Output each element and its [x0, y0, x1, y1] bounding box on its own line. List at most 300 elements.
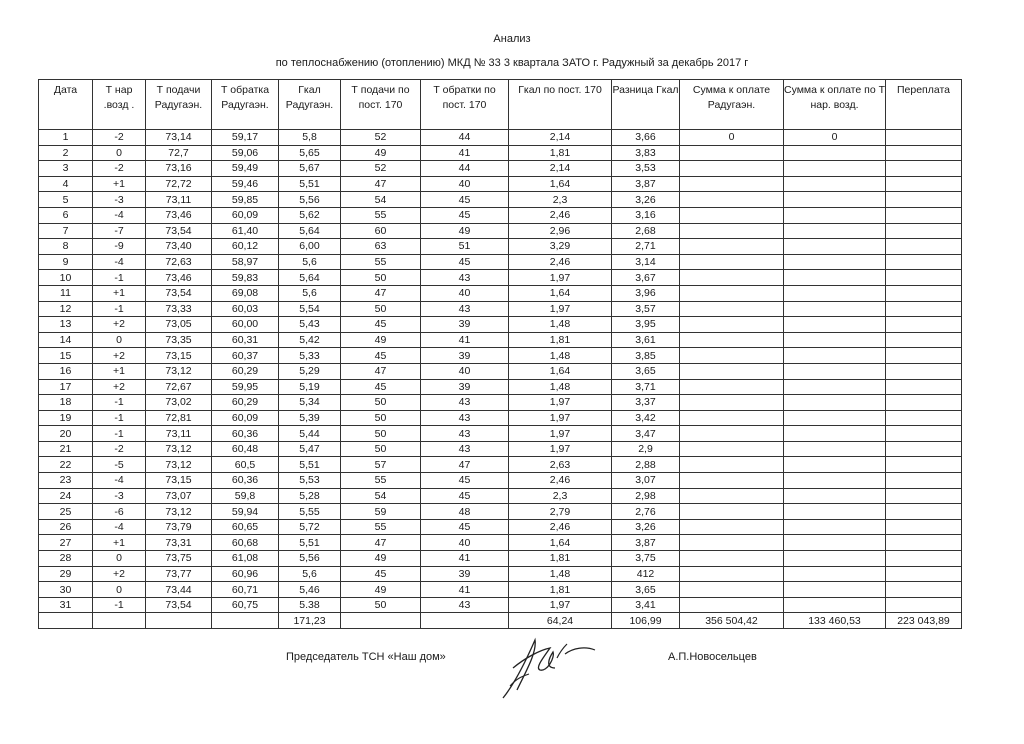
supply-temp-cell: 72,7	[146, 145, 212, 161]
gcal-norm-cell: 1,64	[509, 285, 612, 301]
gcal-cell: 5,29	[279, 363, 341, 379]
gcal-diff-cell: 3,07	[612, 473, 680, 489]
gcal-cell: 5,43	[279, 317, 341, 333]
gcal-cell: 5,67	[279, 161, 341, 177]
table-body	[39, 130, 962, 629]
gcal-cell: 5,56	[279, 551, 341, 567]
return-norm-cell: 44	[421, 161, 509, 177]
supply-temp-cell: 73,16	[146, 161, 212, 177]
gcal-cell: 5,6	[279, 566, 341, 582]
gcal-diff-cell: 3,26	[612, 519, 680, 535]
gcal-cell: 5,65	[279, 145, 341, 161]
overpayment-cell	[886, 332, 962, 348]
overpayment-cell	[886, 161, 962, 177]
total-supply-temp-cell	[146, 613, 212, 629]
return-temp-cell: 58,97	[212, 254, 279, 270]
sum-norm-cell	[784, 473, 886, 489]
table-row	[39, 270, 962, 286]
gcal-cell: 5,55	[279, 504, 341, 520]
date-cell: 10	[39, 270, 93, 286]
gcal-diff-cell: 3,42	[612, 410, 680, 426]
gcal-norm-cell: 1,48	[509, 348, 612, 364]
sum-norm-cell	[784, 379, 886, 395]
return-norm-cell: 47	[421, 457, 509, 473]
supply-temp-cell: 72,72	[146, 176, 212, 192]
outdoor-temp-cell: +2	[93, 348, 146, 364]
column-header: Т нар .возд .	[93, 80, 146, 130]
gcal-norm-cell: 1,97	[509, 410, 612, 426]
outdoor-temp-cell: -4	[93, 207, 146, 223]
return-norm-cell: 43	[421, 301, 509, 317]
column-header: Разница Гкал	[612, 80, 680, 130]
sum-supplier-cell	[680, 223, 784, 239]
column-header: Гкал Радугаэн.	[279, 80, 341, 130]
gcal-cell: 5,51	[279, 535, 341, 551]
date-cell: 30	[39, 582, 93, 598]
supply-temp-cell: 73,11	[146, 192, 212, 208]
return-norm-cell: 45	[421, 473, 509, 489]
return-norm-cell: 39	[421, 317, 509, 333]
table-row	[39, 363, 962, 379]
gcal-diff-cell: 3,16	[612, 207, 680, 223]
date-cell: 23	[39, 473, 93, 489]
gcal-diff-cell: 3,41	[612, 597, 680, 613]
table-row	[39, 519, 962, 535]
gcal-norm-cell: 1,81	[509, 551, 612, 567]
supply-norm-cell: 52	[341, 130, 421, 146]
gcal-cell: 5,8	[279, 130, 341, 146]
gcal-cell: 5,47	[279, 441, 341, 457]
outdoor-temp-cell: 0	[93, 145, 146, 161]
date-cell: 5	[39, 192, 93, 208]
return-temp-cell: 60,09	[212, 410, 279, 426]
supply-norm-cell: 47	[341, 363, 421, 379]
gcal-cell: 5,53	[279, 473, 341, 489]
sum-supplier-cell	[680, 332, 784, 348]
supply-norm-cell: 49	[341, 582, 421, 598]
sum-supplier-cell	[680, 597, 784, 613]
gcal-norm-cell: 1,81	[509, 582, 612, 598]
return-norm-cell: 48	[421, 504, 509, 520]
return-temp-cell: 60,65	[212, 519, 279, 535]
date-cell: 6	[39, 207, 93, 223]
return-norm-cell: 44	[421, 130, 509, 146]
sum-supplier-cell	[680, 207, 784, 223]
return-temp-cell: 60,68	[212, 535, 279, 551]
table-row	[39, 379, 962, 395]
outdoor-temp-cell: -3	[93, 192, 146, 208]
overpayment-cell	[886, 519, 962, 535]
date-cell: 13	[39, 317, 93, 333]
supply-temp-cell: 73,40	[146, 239, 212, 255]
table-row	[39, 582, 962, 598]
supply-norm-cell: 49	[341, 332, 421, 348]
return-norm-cell: 40	[421, 363, 509, 379]
gcal-norm-cell: 2,14	[509, 130, 612, 146]
supply-norm-cell: 45	[341, 379, 421, 395]
return-temp-cell: 59,83	[212, 270, 279, 286]
date-cell: 17	[39, 379, 93, 395]
supply-norm-cell: 50	[341, 597, 421, 613]
overpayment-cell	[886, 551, 962, 567]
document-subtitle: по теплоснабжению (отоплению) МКД № 33 3 квартала ЗАТО г. Радужный за декабрь 2017 г	[275, 57, 749, 69]
outdoor-temp-cell: -2	[93, 161, 146, 177]
chairman-name: А.П.Новосельцев	[668, 651, 757, 663]
sum-norm-cell	[784, 457, 886, 473]
supply-temp-cell: 73,35	[146, 332, 212, 348]
sum-supplier-cell	[680, 473, 784, 489]
supply-norm-cell: 50	[341, 301, 421, 317]
sum-norm-cell	[784, 207, 886, 223]
table-row	[39, 192, 962, 208]
supply-temp-cell: 72,63	[146, 254, 212, 270]
overpayment-cell	[886, 441, 962, 457]
return-temp-cell: 60,29	[212, 363, 279, 379]
date-cell: 28	[39, 551, 93, 567]
sum-supplier-cell	[680, 254, 784, 270]
overpayment-cell	[886, 597, 962, 613]
supply-norm-cell: 45	[341, 348, 421, 364]
supply-temp-cell: 73,07	[146, 488, 212, 504]
return-temp-cell: 60,29	[212, 395, 279, 411]
column-header: Гкал по пост. 170	[509, 80, 612, 130]
overpayment-cell	[886, 348, 962, 364]
supply-temp-cell: 73,54	[146, 223, 212, 239]
return-temp-cell: 60,5	[212, 457, 279, 473]
overpayment-cell	[886, 457, 962, 473]
supply-norm-cell: 50	[341, 441, 421, 457]
return-norm-cell: 45	[421, 207, 509, 223]
table-row	[39, 332, 962, 348]
table-row	[39, 223, 962, 239]
date-cell: 9	[39, 254, 93, 270]
table-row	[39, 551, 962, 567]
sum-norm-cell	[784, 176, 886, 192]
outdoor-temp-cell: +1	[93, 363, 146, 379]
sum-supplier-cell: 0	[680, 130, 784, 146]
outdoor-temp-cell: -5	[93, 457, 146, 473]
date-cell: 4	[39, 176, 93, 192]
return-temp-cell: 60,75	[212, 597, 279, 613]
total-return-temp-cell	[212, 613, 279, 629]
gcal-diff-cell: 3,66	[612, 130, 680, 146]
table-header-row	[39, 80, 962, 130]
return-norm-cell: 40	[421, 535, 509, 551]
gcal-diff-cell: 3,83	[612, 145, 680, 161]
supply-norm-cell: 54	[341, 488, 421, 504]
supply-norm-cell: 47	[341, 285, 421, 301]
total-sum-supplier-cell: 356 504,42	[680, 613, 784, 629]
sum-supplier-cell	[680, 441, 784, 457]
return-norm-cell: 45	[421, 254, 509, 270]
overpayment-cell	[886, 254, 962, 270]
sum-norm-cell	[784, 426, 886, 442]
table-row	[39, 395, 962, 411]
supply-temp-cell: 73,77	[146, 566, 212, 582]
return-norm-cell: 43	[421, 426, 509, 442]
total-gcal-diff-cell: 106,99	[612, 613, 680, 629]
sum-norm-cell	[784, 504, 886, 520]
gcal-norm-cell: 3,29	[509, 239, 612, 255]
return-norm-cell: 41	[421, 582, 509, 598]
outdoor-temp-cell: -1	[93, 395, 146, 411]
supply-temp-cell: 73,11	[146, 426, 212, 442]
gcal-norm-cell: 1,81	[509, 332, 612, 348]
gcal-norm-cell: 1,64	[509, 176, 612, 192]
supply-norm-cell: 55	[341, 519, 421, 535]
supply-temp-cell: 73,02	[146, 395, 212, 411]
sum-supplier-cell	[680, 519, 784, 535]
outdoor-temp-cell: -1	[93, 270, 146, 286]
return-norm-cell: 39	[421, 348, 509, 364]
outdoor-temp-cell: -1	[93, 301, 146, 317]
sum-norm-cell	[784, 223, 886, 239]
gcal-diff-cell: 3,61	[612, 332, 680, 348]
gcal-cell: 5,6	[279, 254, 341, 270]
date-cell: 25	[39, 504, 93, 520]
sum-supplier-cell	[680, 457, 784, 473]
return-norm-cell: 43	[421, 597, 509, 613]
overpayment-cell	[886, 239, 962, 255]
supply-norm-cell: 45	[341, 317, 421, 333]
gcal-cell: 5,62	[279, 207, 341, 223]
gcal-norm-cell: 1,81	[509, 145, 612, 161]
overpayment-cell	[886, 379, 962, 395]
gcal-norm-cell: 2,46	[509, 207, 612, 223]
date-cell: 31	[39, 597, 93, 613]
outdoor-temp-cell: -7	[93, 223, 146, 239]
overpayment-cell	[886, 426, 962, 442]
outdoor-temp-cell: -2	[93, 441, 146, 457]
gcal-norm-cell: 1,48	[509, 317, 612, 333]
gcal-diff-cell: 3,71	[612, 379, 680, 395]
sum-norm-cell	[784, 363, 886, 379]
outdoor-temp-cell: +2	[93, 566, 146, 582]
outdoor-temp-cell: +1	[93, 535, 146, 551]
outdoor-temp-cell: -4	[93, 254, 146, 270]
return-temp-cell: 60,36	[212, 473, 279, 489]
gcal-cell: 5,34	[279, 395, 341, 411]
supply-norm-cell: 59	[341, 504, 421, 520]
gcal-norm-cell: 1,97	[509, 597, 612, 613]
table-row	[39, 441, 962, 457]
sum-supplier-cell	[680, 582, 784, 598]
gcal-cell: 5.38	[279, 597, 341, 613]
table-row	[39, 130, 962, 146]
return-norm-cell: 45	[421, 192, 509, 208]
return-temp-cell: 59,8	[212, 488, 279, 504]
return-temp-cell: 59,94	[212, 504, 279, 520]
sum-norm-cell	[784, 317, 886, 333]
date-cell: 14	[39, 332, 93, 348]
sum-supplier-cell	[680, 145, 784, 161]
chairman-label: Председатель ТСН «Наш дом»	[286, 651, 446, 663]
gcal-cell: 5,56	[279, 192, 341, 208]
sum-norm-cell	[784, 348, 886, 364]
return-temp-cell: 59,85	[212, 192, 279, 208]
outdoor-temp-cell: 0	[93, 551, 146, 567]
return-norm-cell: 49	[421, 223, 509, 239]
supply-norm-cell: 50	[341, 395, 421, 411]
supply-temp-cell: 73,12	[146, 504, 212, 520]
totals-row	[39, 613, 962, 629]
column-header: Т обратки по пост. 170	[421, 80, 509, 130]
overpayment-cell	[886, 566, 962, 582]
gcal-norm-cell: 1,64	[509, 363, 612, 379]
gcal-cell: 5,44	[279, 426, 341, 442]
sum-supplier-cell	[680, 504, 784, 520]
return-temp-cell: 59,06	[212, 145, 279, 161]
table-row	[39, 426, 962, 442]
gcal-cell: 5,64	[279, 223, 341, 239]
table-row	[39, 176, 962, 192]
overpayment-cell	[886, 192, 962, 208]
outdoor-temp-cell: -1	[93, 597, 146, 613]
sum-norm-cell	[784, 239, 886, 255]
gcal-diff-cell: 3,65	[612, 582, 680, 598]
analysis-table	[38, 79, 962, 629]
sum-norm-cell	[784, 566, 886, 582]
overpayment-cell	[886, 270, 962, 286]
return-norm-cell: 41	[421, 145, 509, 161]
sum-supplier-cell	[680, 363, 784, 379]
table-row	[39, 410, 962, 426]
gcal-diff-cell: 3,57	[612, 301, 680, 317]
table-row	[39, 317, 962, 333]
return-norm-cell: 45	[421, 488, 509, 504]
gcal-norm-cell: 1,48	[509, 379, 612, 395]
return-temp-cell: 59,17	[212, 130, 279, 146]
date-cell: 21	[39, 441, 93, 457]
date-cell: 1	[39, 130, 93, 146]
return-norm-cell: 43	[421, 410, 509, 426]
table-row	[39, 488, 962, 504]
overpayment-cell	[886, 410, 962, 426]
supply-temp-cell: 73,33	[146, 301, 212, 317]
outdoor-temp-cell: -4	[93, 473, 146, 489]
total-gcal-norm-cell: 64,24	[509, 613, 612, 629]
date-cell: 29	[39, 566, 93, 582]
table-row	[39, 504, 962, 520]
supply-norm-cell: 55	[341, 473, 421, 489]
gcal-cell: 5,51	[279, 457, 341, 473]
gcal-norm-cell: 2,3	[509, 488, 612, 504]
return-temp-cell: 60,12	[212, 239, 279, 255]
return-temp-cell: 59,95	[212, 379, 279, 395]
supply-norm-cell: 49	[341, 551, 421, 567]
gcal-norm-cell: 2,96	[509, 223, 612, 239]
table-row	[39, 457, 962, 473]
return-norm-cell: 41	[421, 332, 509, 348]
gcal-diff-cell: 3,65	[612, 363, 680, 379]
gcal-norm-cell: 2,3	[509, 192, 612, 208]
overpayment-cell	[886, 301, 962, 317]
date-cell: 8	[39, 239, 93, 255]
supply-temp-cell: 73,15	[146, 348, 212, 364]
table-row	[39, 239, 962, 255]
return-norm-cell: 40	[421, 285, 509, 301]
handwritten-signature	[495, 628, 600, 703]
column-header: Т обратка Радугаэн.	[212, 80, 279, 130]
gcal-norm-cell: 2,46	[509, 254, 612, 270]
column-header: Дата	[39, 80, 93, 130]
supply-temp-cell: 73,12	[146, 441, 212, 457]
sum-supplier-cell	[680, 192, 784, 208]
sum-norm-cell	[784, 254, 886, 270]
sum-norm-cell	[784, 161, 886, 177]
gcal-diff-cell: 3,26	[612, 192, 680, 208]
return-temp-cell: 61,08	[212, 551, 279, 567]
sum-supplier-cell	[680, 317, 784, 333]
gcal-norm-cell: 2,63	[509, 457, 612, 473]
gcal-cell: 5,54	[279, 301, 341, 317]
table-row	[39, 254, 962, 270]
return-temp-cell: 60,96	[212, 566, 279, 582]
gcal-cell: 5,6	[279, 285, 341, 301]
column-header: Переплата	[886, 80, 962, 130]
table-row	[39, 301, 962, 317]
outdoor-temp-cell: -6	[93, 504, 146, 520]
supply-norm-cell: 63	[341, 239, 421, 255]
date-cell: 11	[39, 285, 93, 301]
gcal-cell: 5,72	[279, 519, 341, 535]
table-row	[39, 597, 962, 613]
gcal-diff-cell: 2,76	[612, 504, 680, 520]
supply-norm-cell: 47	[341, 535, 421, 551]
sum-supplier-cell	[680, 161, 784, 177]
return-temp-cell: 69,08	[212, 285, 279, 301]
sum-supplier-cell	[680, 535, 784, 551]
sum-supplier-cell	[680, 426, 784, 442]
gcal-cell: 5,33	[279, 348, 341, 364]
gcal-norm-cell: 2,46	[509, 519, 612, 535]
gcal-cell: 5,39	[279, 410, 341, 426]
gcal-norm-cell: 1,97	[509, 395, 612, 411]
outdoor-temp-cell: +1	[93, 176, 146, 192]
gcal-diff-cell: 2,9	[612, 441, 680, 457]
overpayment-cell	[886, 535, 962, 551]
total-date-cell	[39, 613, 93, 629]
sum-norm-cell	[784, 395, 886, 411]
total-gcal-cell: 171,23	[279, 613, 341, 629]
gcal-diff-cell: 3,87	[612, 535, 680, 551]
supply-temp-cell: 72,67	[146, 379, 212, 395]
total-sum-norm-cell: 133 460,53	[784, 613, 886, 629]
gcal-diff-cell: 3,85	[612, 348, 680, 364]
sum-supplier-cell	[680, 379, 784, 395]
gcal-diff-cell: 3,95	[612, 317, 680, 333]
date-cell: 27	[39, 535, 93, 551]
sum-supplier-cell	[680, 301, 784, 317]
date-cell: 26	[39, 519, 93, 535]
date-cell: 18	[39, 395, 93, 411]
sum-norm-cell	[784, 535, 886, 551]
table-row	[39, 473, 962, 489]
supply-temp-cell: 73,75	[146, 551, 212, 567]
sum-supplier-cell	[680, 410, 784, 426]
supply-temp-cell: 73,46	[146, 270, 212, 286]
supply-temp-cell: 73,54	[146, 597, 212, 613]
column-header: Т подачи Радугаэн.	[146, 80, 212, 130]
outdoor-temp-cell: -4	[93, 519, 146, 535]
sum-supplier-cell	[680, 488, 784, 504]
gcal-diff-cell: 2,88	[612, 457, 680, 473]
sum-norm-cell	[784, 441, 886, 457]
gcal-diff-cell: 3,14	[612, 254, 680, 270]
supply-norm-cell: 47	[341, 176, 421, 192]
sum-supplier-cell	[680, 566, 784, 582]
gcal-diff-cell: 2,71	[612, 239, 680, 255]
